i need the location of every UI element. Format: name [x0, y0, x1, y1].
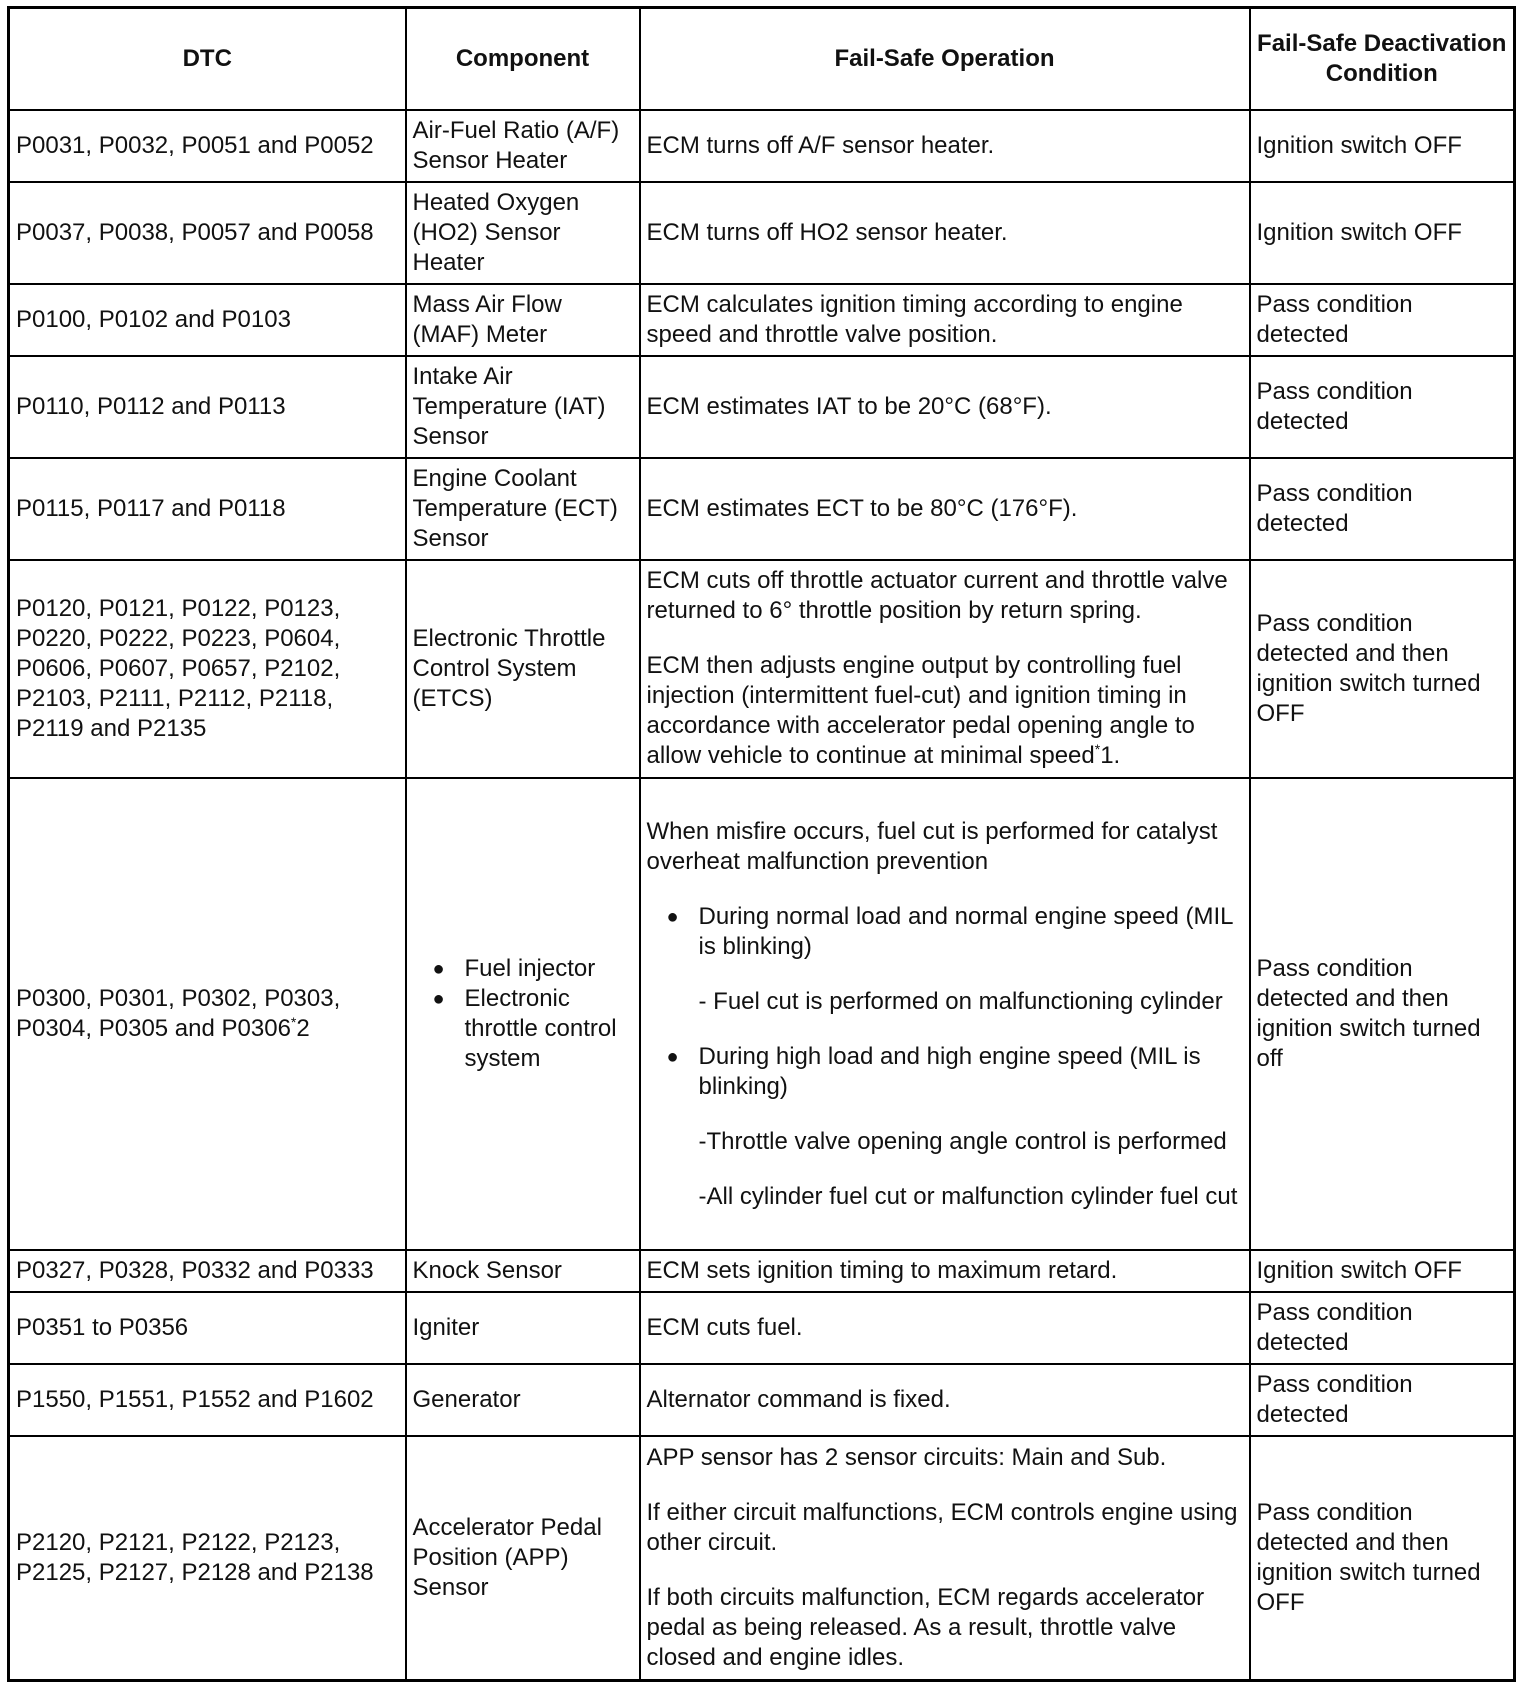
table-row [9, 778, 1515, 1250]
operation-cell: ECM turns off HO2 sensor heater. [640, 182, 1250, 284]
component-cell: Heated Oxygen (HO2) Sensor Heater [406, 182, 640, 284]
component-cell: Knock Sensor [406, 1250, 640, 1292]
component-cell: Accelerator Pedal Position (APP) Sensor [406, 1436, 640, 1680]
component-cell: Air-Fuel Ratio (A/F) Sensor Heater [406, 110, 640, 182]
operation-paragraph: ECM cuts off throttle actuator current and throttle valve returned to 6° throttle position by return spring. [646, 567, 1228, 625]
table-row [9, 1292, 1515, 1364]
dtc-cell: P0327, P0328, P0332 and P0333 [9, 1250, 406, 1292]
operation-cell: ECM estimates ECT to be 80°C (176°F). [640, 458, 1250, 560]
footnote-mark: * [290, 1014, 297, 1031]
list-item [667, 902, 1243, 1017]
operation-paragraph: When misfire occurs, fuel cut is performed for catalyst overheat malfunction prevention [646, 817, 1218, 875]
table-row [9, 110, 1515, 182]
component-cell: Generator [406, 1364, 640, 1436]
operation-paragraph: If both circuits malfunction, ECM regards accelerator pedal as being released. As a result, throttle valve closed and engine idles. [646, 1584, 1205, 1672]
deactivation-cell: Ignition switch OFF [1250, 182, 1515, 284]
dtc-cell: P0100, P0102 and P0103 [9, 284, 406, 356]
footnote-ref: 2 [296, 1015, 310, 1043]
header-operation: Fail-Safe Operation [640, 8, 1250, 110]
component-cell: Igniter [406, 1292, 640, 1364]
operation-cell: ECM calculates ignition timing according to engine speed and throttle valve position. [640, 284, 1250, 356]
dtc-cell: P0351 to P0356 [9, 1292, 406, 1364]
deactivation-cell: Ignition switch OFF [1250, 1250, 1515, 1292]
operation-cell: Alternator command is fixed. [640, 1364, 1250, 1436]
deactivation-cell: Pass condition detected and then ignition switch turned OFF [1250, 1436, 1515, 1680]
dtc-cell: P1550, P1551, P1552 and P1602 [9, 1364, 406, 1436]
bullet-subtext: -Throttle valve opening angle control is performed [698, 1127, 1227, 1155]
component-cell: Mass Air Flow (MAF) Meter [406, 284, 640, 356]
component-cell [406, 778, 640, 1250]
operation-cell: ECM sets ignition timing to maximum retard. [640, 1250, 1250, 1292]
table-row [9, 356, 1515, 458]
operation-cell: ECM cuts fuel. [640, 1292, 1250, 1364]
operation-cell [640, 1436, 1250, 1680]
deactivation-cell: Ignition switch OFF [1250, 110, 1515, 182]
table-row [9, 1364, 1515, 1436]
list-item: ● Fuel injector [433, 954, 633, 984]
dtc-cell: P2120, P2121, P2122, P2123, P2125, P2127, P2128 and P2138 [9, 1436, 406, 1680]
table-row [9, 560, 1515, 778]
component-list [413, 954, 633, 1074]
bullet-text: ● During normal load and normal engine speed (MIL is blinking) [698, 902, 1233, 960]
table-row [9, 458, 1515, 560]
footnote-mark: * [1094, 741, 1101, 758]
fail-safe-table [7, 6, 1516, 1682]
dtc-cell: P0115, P0117 and P0118 [9, 458, 406, 560]
header-deactivation: Fail-Safe Deactivation Condition [1250, 8, 1515, 110]
operation-paragraph: If either circuit malfunctions, ECM controls engine using other circuit. [646, 1499, 1238, 1557]
operation-cell [640, 560, 1250, 778]
operation-cell: ECM estimates IAT to be 20°C (68°F). [640, 356, 1250, 458]
operation-paragraph [647, 651, 1243, 771]
dtc-cell: P0031, P0032, P0051 and P0052 [9, 110, 406, 182]
bullet-subtext: - Fuel cut is performed on malfunctioning cylinder [698, 987, 1223, 1015]
deactivation-cell: Pass condition detected [1250, 1292, 1515, 1364]
list-item: ● Electronic throttle control system [433, 984, 633, 1074]
table-row [9, 284, 1515, 356]
dtc-cell: P0110, P0112 and P0113 [9, 356, 406, 458]
table-row [9, 1250, 1515, 1292]
operation-text: ECM then adjusts engine output by controlling fuel injection (intermittent fuel-cut) and ignition timing in accordance with accelerator pedal opening angle to allow vehicle to continue at minimal speed [646, 652, 1195, 770]
component-cell: Electronic Throttle Control System (ETCS) [406, 560, 640, 778]
dtc-cell [9, 778, 406, 1250]
footnote-ref: 1. [1100, 742, 1121, 770]
bullet-subtext: -All cylinder fuel cut or malfunction cylinder fuel cut [698, 1182, 1238, 1210]
deactivation-cell: Pass condition detected [1250, 1364, 1515, 1436]
table-row [9, 182, 1515, 284]
operation-cell [640, 778, 1250, 1250]
table-row [9, 1436, 1515, 1680]
dtc-cell: P0120, P0121, P0122, P0123, P0220, P0222, P0223, P0604, P0606, P0607, P0657, P2102, P2103, P2111, P2112, P2118, P2119 and P2135 [9, 560, 406, 778]
dtc-cell: P0037, P0038, P0057 and P0058 [9, 182, 406, 284]
deactivation-cell: Pass condition detected and then ignition switch turned off [1250, 778, 1515, 1250]
component-cell: Engine Coolant Temperature (ECT) Sensor [406, 458, 640, 560]
list-item [667, 1042, 1243, 1212]
deactivation-cell: Pass condition detected [1250, 458, 1515, 560]
operation-list [647, 902, 1243, 1212]
component-cell: Intake Air Temperature (IAT) Sensor [406, 356, 640, 458]
header-component: Component [406, 8, 640, 110]
deactivation-cell: Pass condition detected [1250, 356, 1515, 458]
deactivation-cell: Pass condition detected and then ignition switch turned OFF [1250, 560, 1515, 778]
operation-paragraph: APP sensor has 2 sensor circuits: Main and Sub. [646, 1444, 1167, 1472]
deactivation-cell: Pass condition detected [1250, 284, 1515, 356]
dtc-text: P0300, P0301, P0302, P0303, P0304, P0305 and P0306 [16, 985, 341, 1043]
header-row [9, 8, 1515, 110]
bullet-text: ● During high load and high engine speed (MIL is blinking) [698, 1042, 1201, 1100]
operation-cell: ECM turns off A/F sensor heater. [640, 110, 1250, 182]
header-dtc: DTC [9, 8, 406, 110]
